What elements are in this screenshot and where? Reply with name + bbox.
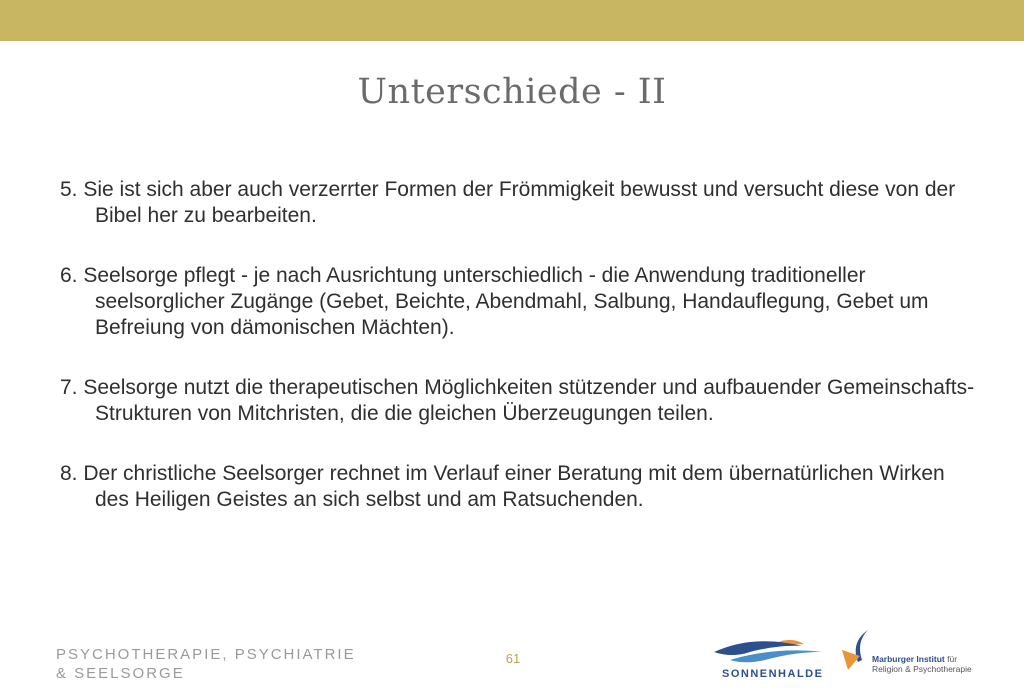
slide-body (60, 177, 980, 547)
marburger-institut-logo (838, 626, 978, 686)
footer-brand (56, 645, 356, 683)
sonnenhalde-logo (710, 626, 828, 686)
sonnenhalde-wordmark: SONNENHALDE (722, 668, 824, 680)
marburg-name: Marburger Institut (872, 654, 945, 664)
top-accent-bar (0, 0, 1024, 41)
list-item: 5. Sie ist sich aber auch verzerrter Formen der Frömmigkeit bewusst und versucht diese von der Bibel her zu bearbeiten. (60, 178, 956, 227)
marburg-name-suffix: für (947, 654, 958, 664)
list-item: 7. Seelsorge nutzt die therapeutischen Möglichkeiten stützender und aufbauender Gemeinschafts-Strukturen von Mitchristen, die die gleichen Überzeugungen teilen. (60, 376, 975, 425)
page-number: 61 (505, 651, 521, 666)
slide-title: Unterschiede - II (357, 72, 667, 112)
sonnenhalde-emblem (710, 626, 828, 670)
footer-brand-line2: & SEELSORGE (56, 665, 185, 682)
list-item: 6. Seelsorge pflegt - je nach Ausrichtung unterschiedlich - die Anwendung traditioneller seelsorglicher Zugänge (Gebet, Beichte, Abendmahl, Salbung, Handauflegung, Gebet um Befreiung von dämonischen Mächten). (60, 264, 929, 339)
marburg-wordmark (872, 654, 972, 674)
list-item: 8. Der christliche Seelsorger rechnet im Verlauf einer Beratung mit dem übernatürlichen Wirken des Heiligen Geistes an sich selbst und am Ratsuchenden. (60, 462, 945, 511)
footer-brand-line1: PSYCHOTHERAPIE, PSYCHIATRIE (56, 646, 356, 663)
marburg-subtitle: Religion & Psychotherapie (872, 664, 972, 674)
